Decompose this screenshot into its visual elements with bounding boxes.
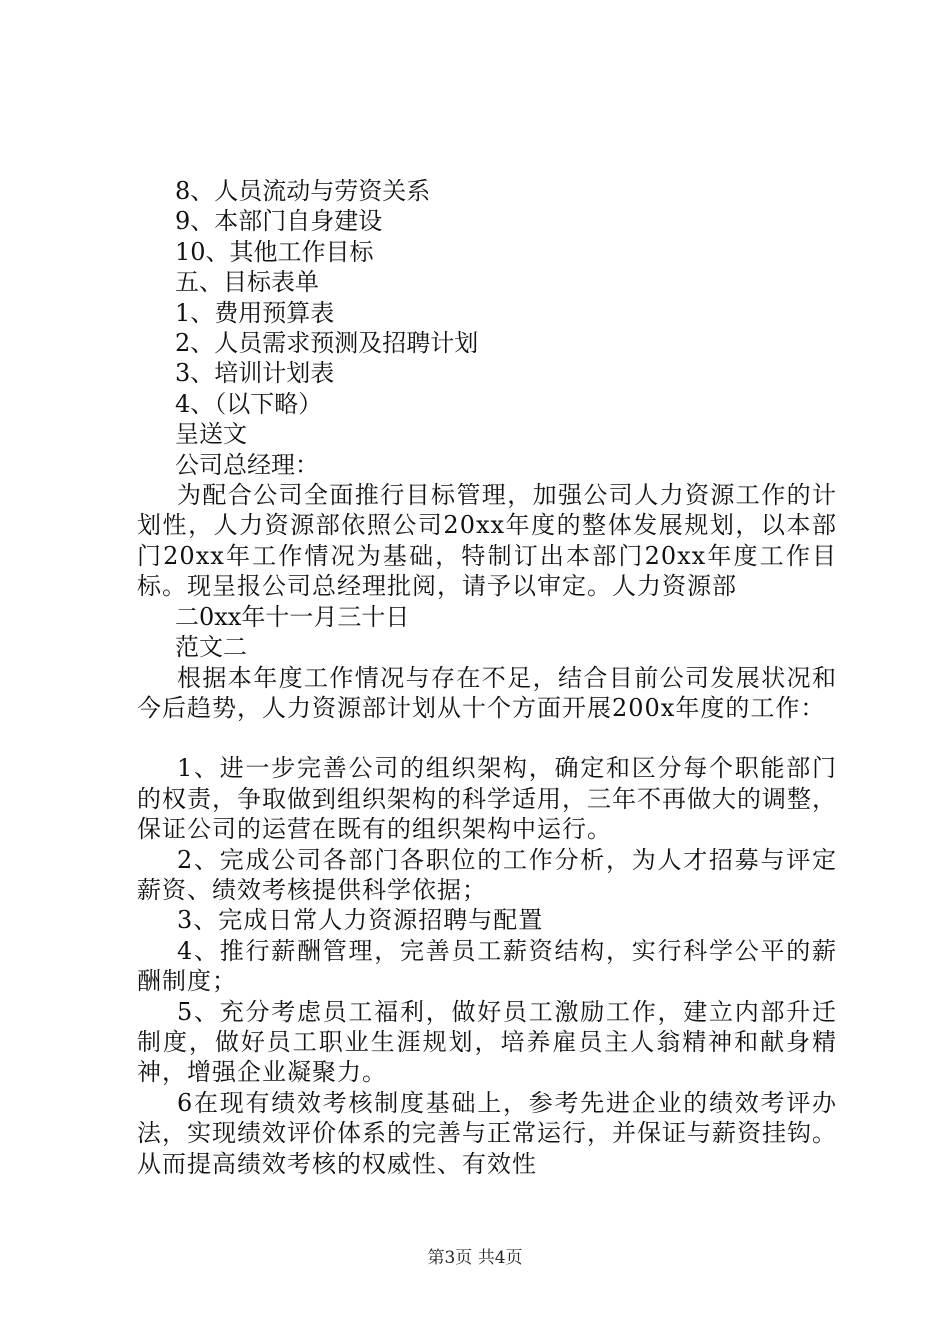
- plan-item-4: [137, 936, 837, 997]
- section-heading: 五、目标表单: [175, 268, 319, 297]
- letter-heading: 呈送文: [175, 420, 247, 449]
- page-footer: 第3页 共4页: [427, 1248, 523, 1268]
- list-line: 3、培训计划表: [175, 359, 335, 388]
- cover-letter-paragraph: [137, 480, 837, 602]
- plan-item-5: [137, 997, 837, 1088]
- paragraph-text: 根据本年度工作情况与存在不足，结合目前公司发展状况和今后趋势，人力资源部计划从十个方面开展200x年度的工作：: [137, 663, 837, 722]
- list-line: 2、人员需求预测及招聘计划: [175, 329, 479, 358]
- paragraph-text: 1、进一步完善公司的组织架构，确定和区分每个职能部门的权责，争取做到组织架构的科学适用，三年不再做大的调整，保证公司的运营在既有的组织架构中运行。: [137, 754, 837, 844]
- list-line: 9、本部门自身建设: [175, 207, 383, 236]
- list-line: 1、费用预算表: [175, 298, 335, 327]
- plan-item-6: [137, 1088, 837, 1179]
- paragraph-text: 3、完成日常人力资源招聘与配置: [177, 906, 544, 935]
- paragraph-text: 4、推行薪酬管理，完善员工薪资结构，实行科学公平的薪酬制度；: [137, 936, 837, 996]
- letter-date: 二0xx年十一月三十日: [175, 602, 410, 631]
- paragraph-text: 6在现有绩效考核制度基础上，参考先进企业的绩效考评办法，实现绩效评价体系的完善与正常运行，并保证与薪资挂钩。从而提高绩效考核的权威性、有效性: [137, 1088, 837, 1178]
- plan-item-3: [137, 905, 837, 935]
- list-line: 8、人员流动与劳资关系: [175, 177, 431, 205]
- plan-item-1: [137, 753, 837, 844]
- list-line: 10、其他工作目标: [175, 237, 374, 266]
- plan-item-2: [137, 845, 837, 906]
- paragraph-text: 为配合公司全面推行目标管理，加强公司人力资源工作的计划性，人力资源部依照公司20xx年度的整体发展规划，以本部门20xx年工作情况为基础，特制订出本部门20xx年度工作目标。现呈报公司总经理批阅，请予以审定。人力资源部: [137, 481, 837, 601]
- paragraph-text: 2、完成公司各部门各职位的工作分析，为人才招募与评定薪资、绩效考核提供科学依据；: [137, 845, 837, 904]
- letter-salutation: 公司总经理：: [175, 450, 319, 479]
- intro-paragraph: [137, 663, 837, 724]
- document-body: [137, 176, 837, 1179]
- paragraph-text: 5、充分考虑员工福利，做好员工激励工作，建立内部升迁制度，做好员工职业生涯规划，培养雇员主人翁精神和献身精神，增强企业凝聚力。: [137, 997, 837, 1087]
- sample-heading: 范文二: [175, 633, 247, 662]
- list-line: 4、（以下略）: [175, 389, 323, 418]
